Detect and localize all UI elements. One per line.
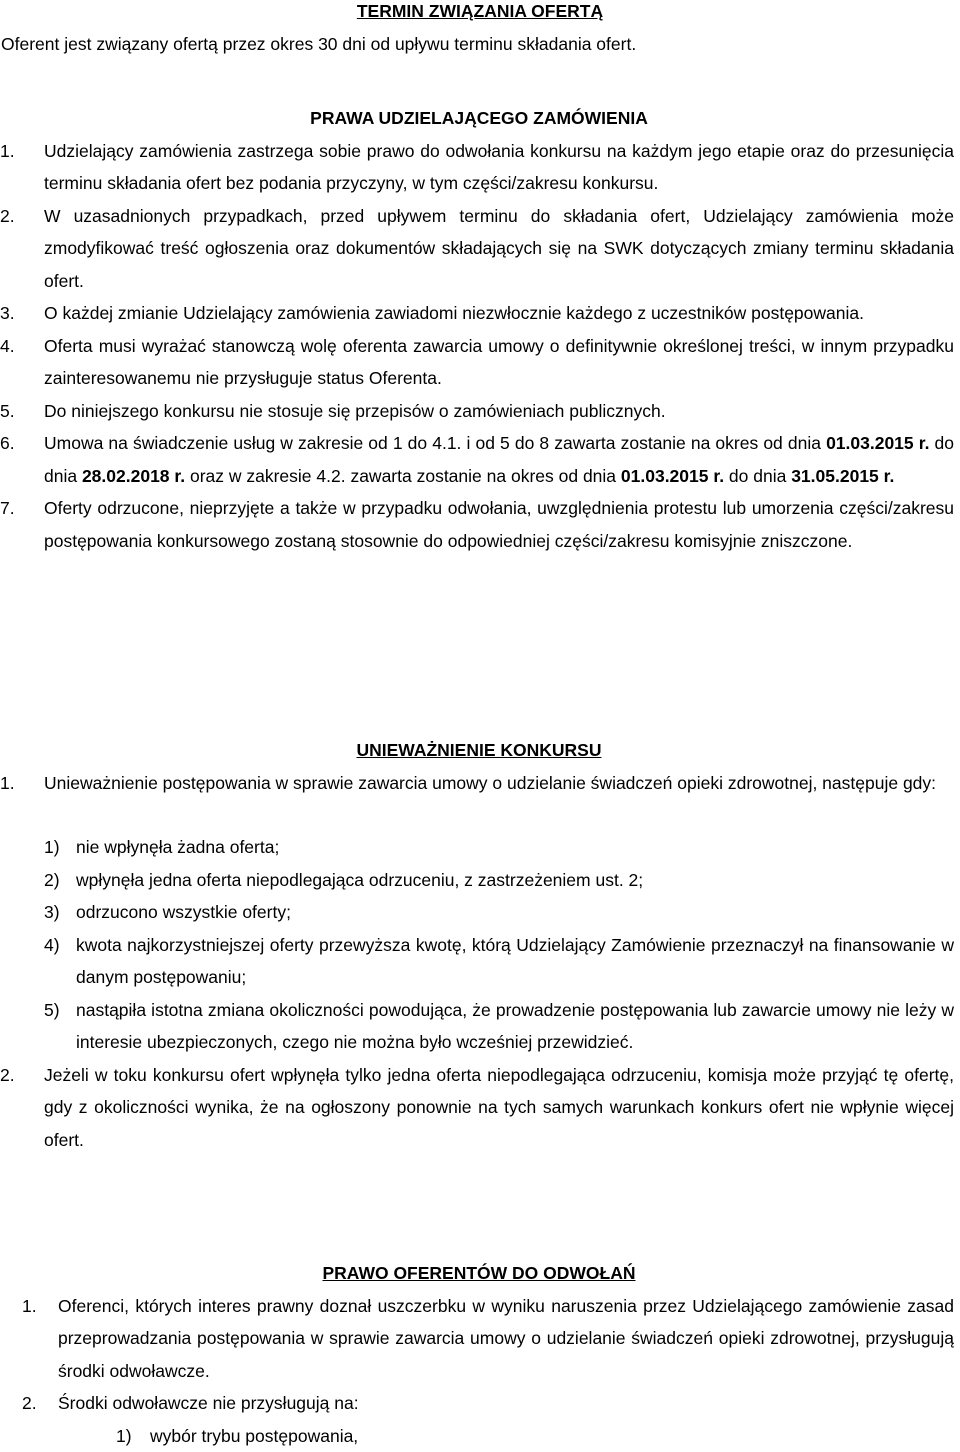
- item-number: 4): [44, 929, 60, 962]
- item-text: Środki odwoławcze nie przysługują na:: [58, 1393, 359, 1413]
- item-number: 6.: [0, 427, 15, 460]
- item-number: 2.: [22, 1387, 37, 1420]
- list-item: [0, 1059, 958, 1157]
- item-number: 1): [44, 831, 60, 864]
- item-text: Umowa na świadczenie usług w zakresie od 1 do 4.1. i od 5 do 8 zawarta zostanie na okres od dnia 01.03.2015 r. do dnia 28.02.2018 r. oraz w zakresie 4.2. zawarta zostanie na okres od dnia 01.03.2015 r. do dnia 31.05.2015 r.: [44, 433, 954, 486]
- sub-list-item: [0, 864, 958, 897]
- section-prawa-udzielajacego: [0, 102, 958, 557]
- section-termin: [0, 0, 960, 60]
- list-item: [0, 330, 958, 395]
- item-number: 7.: [0, 492, 15, 525]
- item-text: Oferenci, których interes prawny doznał uszczerbku w wyniku naruszenia przez Udzielającego zamówienie zasad przeprowadzania postępowania w sprawie zawarcia umowy o udzielanie świadczeń opieki zdrowotnej, przysługują środki odwoławcze.: [58, 1296, 954, 1381]
- item-number: 2.: [0, 200, 15, 233]
- item-text: Oferty odrzucone, nieprzyjęte a także w przypadku odwołania, uwzględnienia protestu lub umorzenia części/zakresu postępowania konkursowego zostaną stosownie do odpowiedniej części/zakresu komisyjnie zniszczone.: [44, 498, 954, 551]
- item-number: 1.: [0, 767, 15, 800]
- paragraph: Oferent jest związany ofertą przez okres 30 dni od upływu terminu składania ofert.: [0, 28, 960, 61]
- section-prawo-odwolan: [0, 1257, 958, 1452]
- sub-list-item: [0, 896, 958, 929]
- item-number: 5): [44, 994, 60, 1027]
- section-title: PRAWA UDZIELAJĄCEGO ZAMÓWIENIA: [0, 102, 958, 135]
- item-text: wpłynęła jedna oferta niepodlegająca odrzuceniu, z zastrzeżeniem ust. 2;: [76, 870, 643, 890]
- item-text: nastąpiła istotna zmiana okoliczności powodująca, że prowadzenie postępowania lub zawarcie umowy nie leży w interesie ubezpieczonych, czego nie można było wcześniej przewidzieć.: [76, 1000, 954, 1053]
- date-value: 31.05.2015 r.: [791, 466, 894, 486]
- list-item: [0, 395, 958, 428]
- item-text: kwota najkorzystniejszej oferty przewyższa kwotę, którą Udzielający Zamówienie przeznaczył na finansowanie w danym postępowaniu;: [76, 935, 954, 988]
- item-text: Do niniejszego konkursu nie stosuje się przepisów o zamówieniach publicznych.: [44, 401, 666, 421]
- item-text: odrzucono wszystkie oferty;: [76, 902, 291, 922]
- item-number: 2.: [0, 1059, 15, 1092]
- list-item: [0, 427, 958, 492]
- item-text: Unieważnienie postępowania w sprawie zawarcia umowy o udzielanie świadczeń opieki zdrowotnej, następuje gdy:: [44, 773, 936, 793]
- list-item: [0, 297, 958, 330]
- item-number: 1.: [22, 1290, 37, 1323]
- item-text: nie wpłynęła żadna oferta;: [76, 837, 279, 857]
- list-item: [0, 492, 958, 557]
- list-item: [0, 1290, 958, 1388]
- item-number: 4.: [0, 330, 15, 363]
- sub-list-item: [0, 994, 958, 1059]
- item-text: wybór trybu postępowania,: [150, 1426, 358, 1446]
- sub-list-item: [0, 831, 958, 864]
- list-item: [0, 767, 958, 800]
- list-item: [0, 135, 958, 200]
- section-uniewaznienie: [0, 734, 958, 1156]
- date-value: 28.02.2018 r.: [82, 466, 185, 486]
- item-number: 3): [44, 896, 60, 929]
- item-text: W uzasadnionych przypadkach, przed upływem terminu do składania ofert, Udzielający zamówienia może zmodyfikować treść ogłoszenia oraz dokumentów składających się na SWK dotyczących zmiany terminu składania ofert.: [44, 206, 954, 291]
- item-number: 3.: [0, 297, 15, 330]
- item-text: Udzielający zamówienia zastrzega sobie prawo do odwołania konkursu na każdym jego etapie oraz do przesunięcia terminu składania ofert bez podania przyczyny, w tym części/zakresu konkursu.: [44, 141, 954, 194]
- item-text: Oferta musi wyrażać stanowczą wolę oferenta zawarcia umowy o definitywnie określonej treści, w innym przypadku zainteresowanemu nie przysługuje status Oferenta.: [44, 336, 954, 389]
- section-title: UNIEWAŻNIENIE KONKURSU: [0, 734, 958, 767]
- sub-list-item: [0, 929, 958, 994]
- sub-list-item: [0, 1420, 958, 1452]
- item-number: 5.: [0, 395, 15, 428]
- date-value: 01.03.2015 r.: [621, 466, 724, 486]
- date-value: 01.03.2015 r.: [826, 433, 929, 453]
- item-text: O każdej zmianie Udzielający zamówienia zawiadomi niezwłocznie każdego z uczestników postępowania.: [44, 303, 864, 323]
- item-number: 2): [44, 864, 60, 897]
- section-title: PRAWO OFERENTÓW DO ODWOŁAŃ: [0, 1257, 958, 1290]
- item-number: 1): [116, 1420, 132, 1452]
- item-text: Jeżeli w toku konkursu ofert wpłynęła tylko jedna oferta niepodlegająca odrzuceniu, komisja może przyjąć tę ofertę, gdy z okoliczności wynika, że na ogłoszony ponownie na tych samych warunkach konkurs ofert nie wpłynie więcej ofert.: [44, 1065, 954, 1150]
- item-number: 1.: [0, 135, 15, 168]
- section-title: TERMIN ZWIĄZANIA OFERTĄ: [0, 0, 960, 28]
- list-item: [0, 1387, 958, 1420]
- list-item: [0, 200, 958, 298]
